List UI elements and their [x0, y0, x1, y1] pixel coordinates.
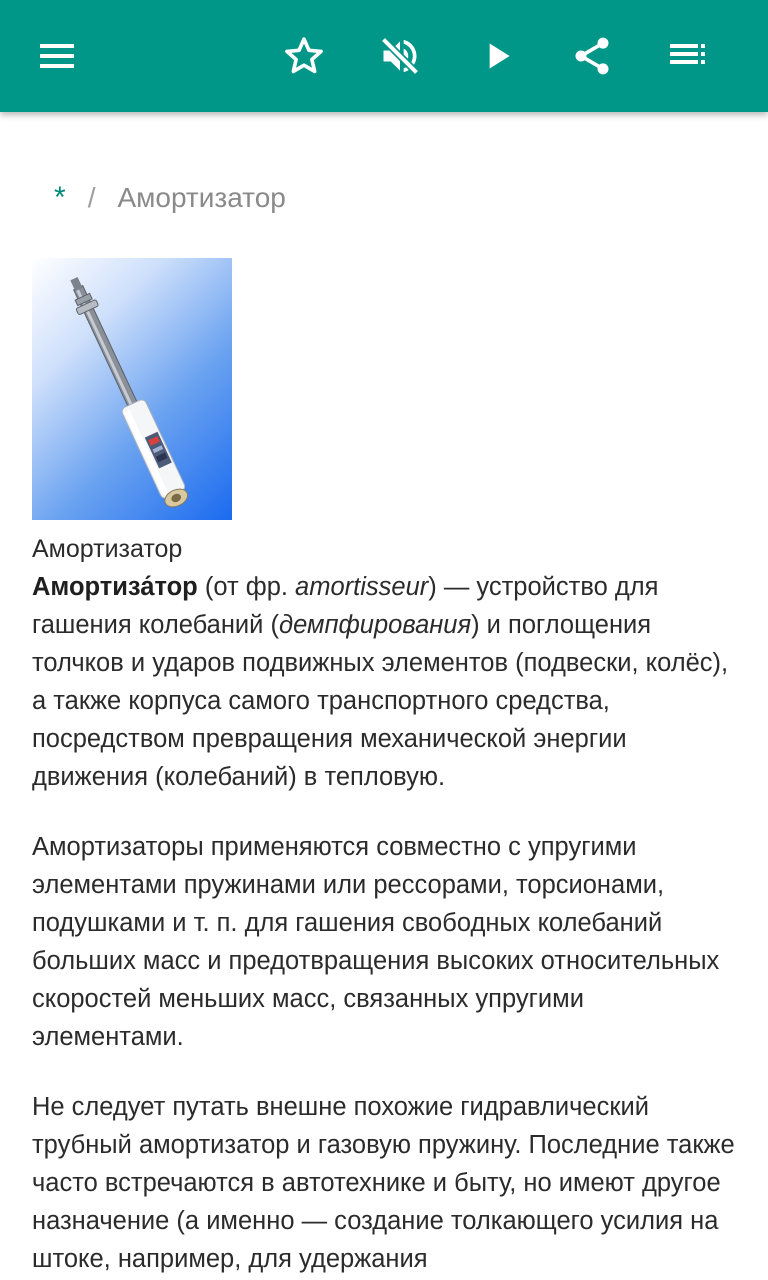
breadcrumb [54, 182, 286, 214]
contents-button[interactable] [660, 28, 716, 84]
article-image[interactable] [32, 258, 232, 520]
playlist-icon [668, 36, 708, 76]
breadcrumb-current: Амортизатор [117, 182, 286, 213]
star-outline-icon [282, 34, 326, 78]
term: Амортиза́тор [32, 573, 198, 601]
volume-off-icon [378, 34, 422, 78]
breadcrumb-separator: / [87, 182, 96, 213]
favorite-button[interactable] [276, 28, 332, 84]
app-toolbar [0, 0, 768, 112]
foreign-word: amortisseur [295, 573, 429, 601]
paragraph-3: Не следует путать внешне похожие гидравлический трубный амортизатор и газовую пружину. Последние также часто встречаются в автотехнике и быту, но имеют другое назначение (а именно — создание толкающего усилия на штоке, например, для удержания [32, 1093, 735, 1273]
article-body [32, 568, 736, 1280]
share-button[interactable] [564, 28, 620, 84]
mute-button[interactable] [372, 28, 428, 84]
paragraph-2: Амортизаторы применяются совместно с упругими элементами пружинами или рессорами, торсионами, подушками и т. п. для гашения свободных колебаний больших масс и предотвращения высоких относительных скоростей меньших масс, связанных упругими элементами. [32, 833, 720, 1051]
share-icon [570, 34, 614, 78]
italic-term: демпфирования [278, 611, 472, 639]
play-icon [478, 36, 518, 76]
menu-icon [36, 36, 76, 76]
menu-button[interactable] [28, 28, 84, 84]
image-caption: Амортизатор [32, 535, 183, 563]
paragraph-1: Амортиза́тор (от фр. amortisseur) — устройство для гашения колебаний (демпфирования) и поглощения толчков и ударов подвижных элементов (подвески, колёс), а также корпуса самого транспортного средства, посредством превращения механической энергии движения (колебаний) в тепловую. [32, 573, 729, 791]
shock-absorber-image [32, 258, 232, 520]
breadcrumb-home-link[interactable]: * [54, 181, 66, 214]
play-button[interactable] [470, 28, 526, 84]
article-content [0, 112, 768, 1280]
